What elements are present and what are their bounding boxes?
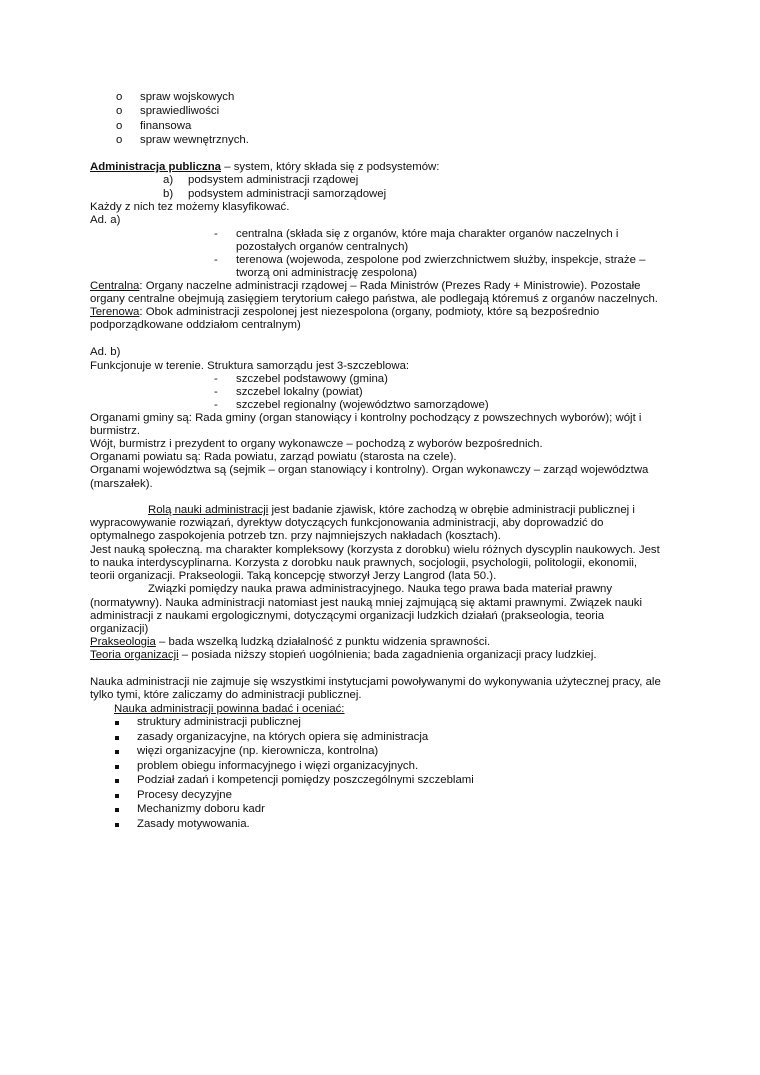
list-marker: o xyxy=(116,120,123,132)
paragraph-line: Funkcjonuje w terenie. Struktura samorządu jest 3-szczeblowa: xyxy=(90,360,410,372)
dash-item-line: centralna (składa się z organów, które maja charakter organów naczelnych i xyxy=(236,228,619,240)
paragraph-line: Jest nauką społeczną. ma charakter kompleksowy (korzysta z dorobku) wielu różnych dyscyplin naukowych. Jest xyxy=(90,544,660,556)
dash-marker: - xyxy=(214,386,218,398)
section-heading: Ad. b) xyxy=(90,346,121,358)
dash-marker: - xyxy=(214,399,218,411)
paragraph-line: Każdy z nich tez możemy klasyfikować. xyxy=(90,201,290,213)
rola-text: jest badanie zjawisk, które zachodzą w obrębie administracji publicznej i xyxy=(268,504,635,516)
paragraph-line xyxy=(90,636,490,650)
centralna-def: : Organy naczelne administracji rządowej – Rada Ministrów (Prezes Rady + Ministrowie). Pozostałe xyxy=(139,280,641,292)
terenowa-def: : Obok administracji zespolonej jest niezespolona (organy, podmioty, które są bezpośrednio xyxy=(139,306,600,318)
dash-item-line: terenowa (wojewoda, zespolone pod zwierzchnictwem służby, inspekcje, straże – xyxy=(236,254,646,266)
terenowa-label: Terenowa xyxy=(90,306,140,318)
dash-item-line: szczebel lokalny (powiat) xyxy=(236,386,363,398)
paragraph-line: administracji z naukami ergologicznymi, dotyczącymi organizacji ludzkich działań (prakseologia, teoria xyxy=(90,610,605,622)
paragraph-line: Wójt, burmistrz i prezydent to organy wykonawcze – pochodzą z wyborów bezpośrednich. xyxy=(90,438,543,450)
paragraph-line: Związki pomiędzy nauka prawa administracyjnego. Nauka tego prawa bada materiał prawny xyxy=(148,583,613,595)
paragraph-line: organizacji) xyxy=(90,623,149,635)
sublist-marker: a) xyxy=(163,174,174,186)
paragraph-line xyxy=(148,504,635,518)
paragraph-line: podporządkowane oddziałom centralnym) xyxy=(90,319,301,331)
list-marker: o xyxy=(116,105,123,117)
paragraph-line: Organami powiatu są: Rada powiatu, zarząd powiatu (starosta na czele). xyxy=(90,451,457,463)
dash-item-line: szczebel regionalny (województwo samorządowe) xyxy=(236,399,489,411)
paragraph-line: teorii organizacji. Prakseologii. Taką koncepcję stworzył Jerzy Langrod (lata 50.). xyxy=(90,570,497,582)
list-item: spraw wojskowych xyxy=(140,91,235,103)
dash-marker: - xyxy=(214,254,218,266)
teoria-label: Teoria organizacji xyxy=(90,649,179,661)
list-item: Podział zadań i kompetencji pomiędzy poszczególnymi szczeblami xyxy=(137,774,474,786)
paragraph-line: wypracowywanie rozwiązań, dyrektyw dotyczących funkcjonowania administracji, aby doprowadzić do xyxy=(90,517,604,529)
sublist-marker: b) xyxy=(163,188,174,200)
admin-term: Administracja publiczna xyxy=(90,161,222,173)
paragraph-line: organy centralne obejmują zasięgiem terytorium całego państwa, ale podlegają któremuś z organów naczelnych. xyxy=(90,293,658,305)
list-item: spraw wewnętrznych. xyxy=(140,134,249,146)
bullet xyxy=(115,765,119,769)
sublist-item: podsystem administracji samorządowej xyxy=(188,188,387,200)
dash-marker: - xyxy=(214,228,218,240)
dash-item-line: pozostałych organów centralnych) xyxy=(236,241,409,253)
paragraph-line: Organami gminy są: Rada gminy (organ stanowiący i kontrolny pochodzący z powszechnych wyborów); wójt i xyxy=(90,412,642,424)
centralna-label: Centralna xyxy=(90,280,140,292)
list-marker: o xyxy=(116,91,123,103)
bullet xyxy=(115,794,119,798)
dash-marker: - xyxy=(214,373,218,385)
dash-item-line: szczebel podstawowy (gmina) xyxy=(236,373,388,385)
list-item: finansowa xyxy=(140,120,192,132)
bullet xyxy=(115,750,119,754)
admin-definition xyxy=(90,161,439,175)
paragraph-line xyxy=(90,649,597,663)
paragraph-line: Organami województwa są (sejmik – organ stanowiący i kontrolny). Organ wykonawczy – zarząd województwa xyxy=(90,464,649,476)
list-item: Mechanizmy doboru kadr xyxy=(137,803,265,815)
rola-label: Rolą nauki administracji xyxy=(148,504,269,516)
section-heading: Ad. a) xyxy=(90,214,121,226)
paragraph-line xyxy=(90,280,640,294)
list-item: więzi organizacyjne (np. kierownicza, kontrolna) xyxy=(137,745,379,757)
paragraph-line: (normatywny). Nauka administracji natomiast jest nauką mniej zajmującą się aktami prawnymi. Związek nauki xyxy=(90,597,643,609)
paragraph-line: burmistrz. xyxy=(90,425,140,437)
bullet xyxy=(115,779,119,783)
bullet xyxy=(115,736,119,740)
list-item: sprawiedliwości xyxy=(140,105,220,117)
bullet xyxy=(115,808,119,812)
paragraph-line xyxy=(90,306,599,320)
bullet xyxy=(115,721,119,725)
paragraph-line: Nauka administracji nie zajmuje się wszystkimi instytucjami powoływanymi do wykonywania użytecznej pracy, ale xyxy=(90,676,661,688)
prakseologia-label: Prakseologia xyxy=(90,636,156,648)
paragraph-line: to nauka interdyscyplinarna. Korzysta z dorobku nauk prawnych, socjologii, psychologii, politologii, ekonomii, xyxy=(90,557,638,569)
admin-def-text: – system, który składa się z podsystemów: xyxy=(221,161,440,173)
paragraph-line: tylko tymi, które zaliczamy do administracji publicznej. xyxy=(90,689,362,701)
list-item: Zasady motywowania. xyxy=(137,818,250,830)
bullet xyxy=(115,823,119,827)
dash-item-line: tworzą oni administrację zespolona) xyxy=(236,267,418,279)
list-item: Procesy decyzyjne xyxy=(137,789,232,801)
list-item: problem obiegu informacyjnego i więzi organizacyjnych. xyxy=(137,760,419,772)
prakseologia-def: – bada wszelką ludzką działalność z punktu widzenia sprawności. xyxy=(155,636,491,648)
paragraph-line: (marszałek). xyxy=(90,478,153,490)
sublist-item: podsystem administracji rządowej xyxy=(188,174,359,186)
paragraph-line: optymalnego zaspokojenia potrzeb tzn. przy najmniejszych nakładach (kosztach). xyxy=(90,530,501,542)
list-heading: Nauka administracji powinna badać i oceniać: xyxy=(114,703,345,715)
list-item: zasady organizacyjne, na których opiera się administracja xyxy=(137,731,429,743)
teoria-def: – posiada niższy stopień uogólnienia; bada zagadnienia organizacji pracy ludzkiej. xyxy=(178,649,597,661)
list-item: struktury administracji publicznej xyxy=(137,716,301,728)
list-marker: o xyxy=(116,134,123,146)
